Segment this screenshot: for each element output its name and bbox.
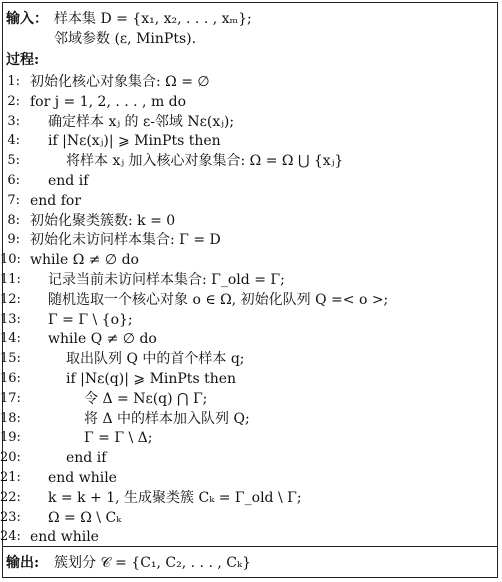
step-number: 12: [0,291,21,307]
input-dataset: 样本集 D = {x₁, x₂, . . . , xₘ}; [54,11,252,27]
input-params: 邻域参数 (ε, MinPts). [54,31,197,47]
step-text: end while [30,529,99,546]
step-text: end if [66,450,107,467]
step-text: if |Nε(q)| ⩾ MinPts then [66,371,237,387]
input-row-2 [0,29,496,49]
step-text: Ω = Ω \ Cₖ [48,509,122,526]
step-text: 将 Δ 中的样本加入队列 Q; [84,410,250,427]
step-number: 10: [0,252,21,268]
process-label: 过程: [6,52,40,68]
step-text: Γ = Γ \ Δ; [84,430,153,447]
step-text: 随机选取一个核心对象 o ∈ Ω, 初始化队列 Q =< o >; [48,291,389,308]
step-number: 3: [7,113,20,129]
step-number: 11: [0,272,21,287]
step-number: 22: [0,489,21,505]
step-row [0,349,496,369]
step-row [0,448,496,468]
step-row [0,508,496,528]
step-number: 7: [7,192,20,208]
step-number: 1: [7,74,20,89]
step-text: end for [30,192,82,209]
step-text: 记录当前未访问样本集合: Γ_old = Γ; [48,272,285,288]
step-number: 4: [7,133,20,149]
step-number: 2: [7,93,20,109]
step-text: 令 Δ = Nε(q) ⋂ Γ; [84,390,208,407]
input-row [0,9,496,29]
step-text: 初始化核心对象集合: Ω = ∅ [30,74,210,90]
step-text: for j = 1, 2, . . . , m do [30,93,187,110]
step-row [0,171,496,191]
step-row [0,211,496,231]
process-row [0,50,496,70]
step-text: 确定样本 xⱼ 的 ε-邻域 Nε(xⱼ); [48,113,235,130]
step-row [0,230,496,250]
step-number: 15: [0,351,21,367]
step-row [0,270,496,290]
step-text: k = k + 1, 生成聚类簇 Cₖ = Γ_old \ Γ; [48,489,302,506]
step-row [0,131,496,151]
step-number: 13: [0,311,21,327]
input-label: 输入： [6,11,48,27]
step-text: Γ = Γ \ {o}; [48,311,133,328]
step-text: if |Nε(xⱼ)| ⩾ MinPts then [48,133,221,150]
step-row [0,112,496,132]
step-text: end while [48,470,117,486]
step-number: 17: [0,390,21,406]
step-number: 14: [0,331,21,347]
step-row [0,369,496,389]
step-number: 19: [0,430,21,446]
step-row [0,310,496,330]
step-row [0,290,496,310]
step-row [0,409,496,429]
step-row [0,468,496,488]
step-number: 21: [0,470,21,485]
step-number: 18: [0,410,21,426]
step-text: 初始化未访问样本集合: Γ = D [30,232,221,249]
step-row [0,527,496,547]
step-number: 20: [0,450,21,466]
step-text: 取出队列 Q 中的首个样本 q; [66,351,245,368]
step-number: 23: [0,509,21,525]
step-number: 8: [7,212,20,228]
step-row [0,250,496,270]
step-text: 将样本 xⱼ 加入核心对象集合: Ω = Ω ⋃ {xⱼ} [66,153,344,170]
step-number: 24: [0,529,21,545]
output-label: 输出: [6,555,40,571]
step-row [0,72,496,92]
step-number: 16: [0,371,21,386]
step-row [0,488,496,508]
step-row [0,428,496,448]
step-row [0,389,496,409]
step-text: end if [48,173,89,189]
step-text: 初始化聚类簇数: k = 0 [30,212,176,229]
step-row [0,191,496,211]
output-row [0,553,496,573]
output-text: 簇划分 𝒞 = {C₁, C₂, . . . , Cₖ} [54,555,251,571]
output-rule [2,546,498,547]
step-row [0,329,496,349]
step-number: 9: [7,232,20,248]
top-rule [2,2,498,3]
step-number: 6: [7,173,20,188]
step-row [0,151,496,171]
step-number: 5: [7,153,20,169]
step-text: while Q ≠ ∅ do [48,331,157,348]
step-text: while Ω ≠ ∅ do [30,252,139,269]
step-row [0,92,496,112]
